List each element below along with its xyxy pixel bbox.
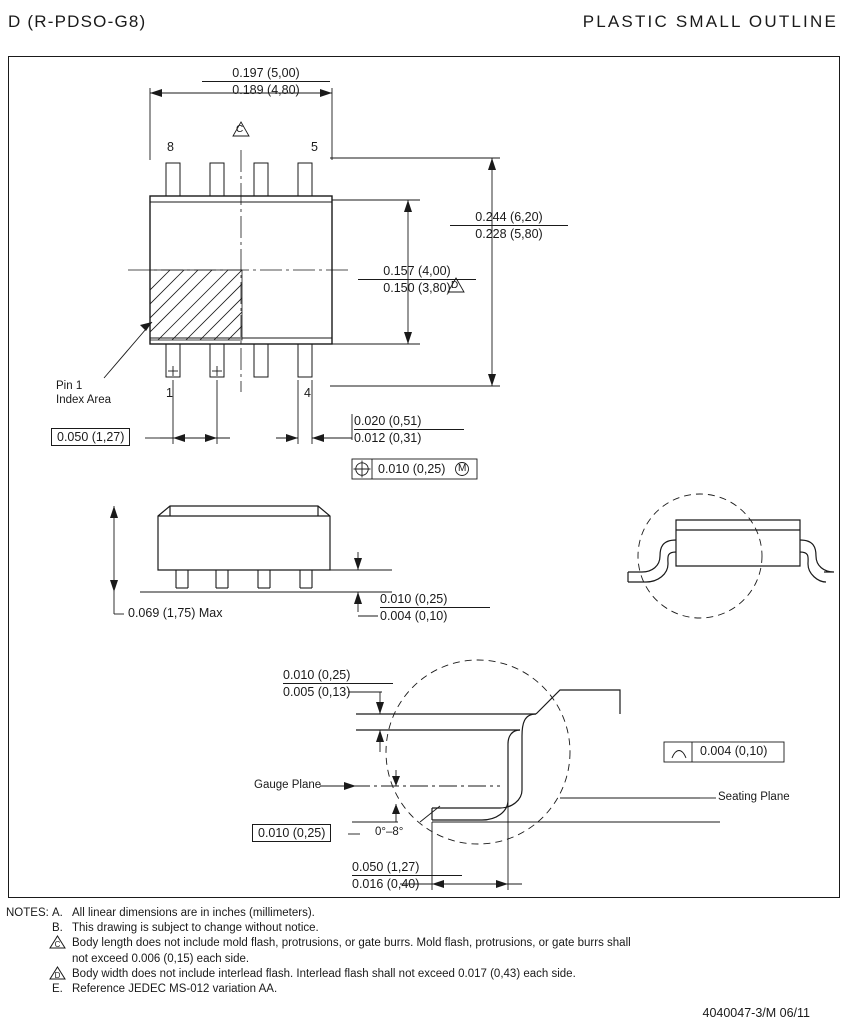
triangle-badge-label: C [54, 940, 61, 950]
pin1-index-label-line2: Index Area [56, 394, 111, 406]
gauge-plane-label: Gauge Plane [254, 779, 322, 791]
drawing-frame [8, 56, 840, 898]
coplanarity-value: 0.004 (0,10) [700, 744, 768, 758]
tolerance-modifier: M [458, 463, 467, 474]
note-item [6, 906, 844, 921]
notes-block [6, 906, 844, 997]
triangle-badge-label: D [54, 970, 61, 980]
note-text: Body length does not include mold flash, protrusions, or gate burrs. Mold flash, protrusions, or gate burrs shall [72, 937, 631, 950]
note-item [6, 921, 844, 936]
note-key: B. [52, 922, 63, 935]
dimension-height-max: 0.069 (1,75) Max [128, 606, 223, 620]
lead-angle-label: 0°–8° [375, 826, 404, 838]
package-designator: D (R-PDSO-G8) [8, 12, 147, 31]
note-badge-c-drawing: C [236, 124, 244, 135]
pin1-index-label-line1: Pin 1 [56, 380, 83, 392]
note-key: A. [52, 907, 63, 919]
note-text-continued: not exceed 0.006 (0,15) each side. [72, 952, 250, 965]
tolerance-value: 0.010 (0,25) [378, 462, 446, 476]
seating-plane-label: Seating Plane [718, 791, 790, 803]
note-badge-d-drawing: D [451, 280, 459, 291]
note-item [6, 967, 844, 982]
note-item [6, 982, 844, 997]
dimension-gauge-offset: 0.010 (0,25) [252, 824, 331, 842]
dimension-lead-thickness: 0.010 (0,25) 0.005 (0,13) [283, 668, 393, 699]
dimension-standoff: 0.010 (0,25) 0.004 (0,10) [380, 592, 490, 623]
note-item [6, 936, 844, 966]
pin-number-8: 8 [167, 140, 174, 154]
pin-number-4: 4 [304, 386, 311, 400]
note-text: Body width does not include interlead flash. Interlead flash shall not exceed 0.017 (0,43) each side. [72, 967, 576, 980]
dimension-lead-length: 0.050 (1,27) 0.016 (0,40) [352, 860, 462, 891]
note-key-triangle [49, 935, 67, 954]
notes-label: NOTES: [6, 907, 49, 919]
note-text: Reference JEDEC MS-012 variation AA. [72, 983, 278, 996]
note-text: All linear dimensions are in inches (millimeters). [72, 907, 315, 919]
pin-number-5: 5 [311, 140, 318, 154]
triangle-badge-icon [49, 935, 66, 949]
triangle-badge-icon [49, 966, 66, 980]
dimension-pitch: 0.050 (1,27) [51, 428, 130, 446]
document-code: 4040047-3/M 06/11 [702, 1006, 810, 1020]
dimension-lead-width: 0.020 (0,51) 0.012 (0,31) [354, 414, 464, 445]
dimension-body-length: 0.244 (6,20) 0.228 (5,80) [450, 210, 568, 241]
dimension-top-width: 0.197 (5,00) 0.189 (4,80) [202, 66, 330, 97]
note-text: This drawing is subject to change without notice. [72, 922, 319, 935]
package-family-title: PLASTIC SMALL OUTLINE [582, 12, 838, 31]
dimension-body-width: 0.157 (4,00) 0.150 (3,80) [358, 264, 476, 295]
pin-number-1: 1 [166, 386, 173, 400]
note-key: E. [52, 983, 63, 996]
